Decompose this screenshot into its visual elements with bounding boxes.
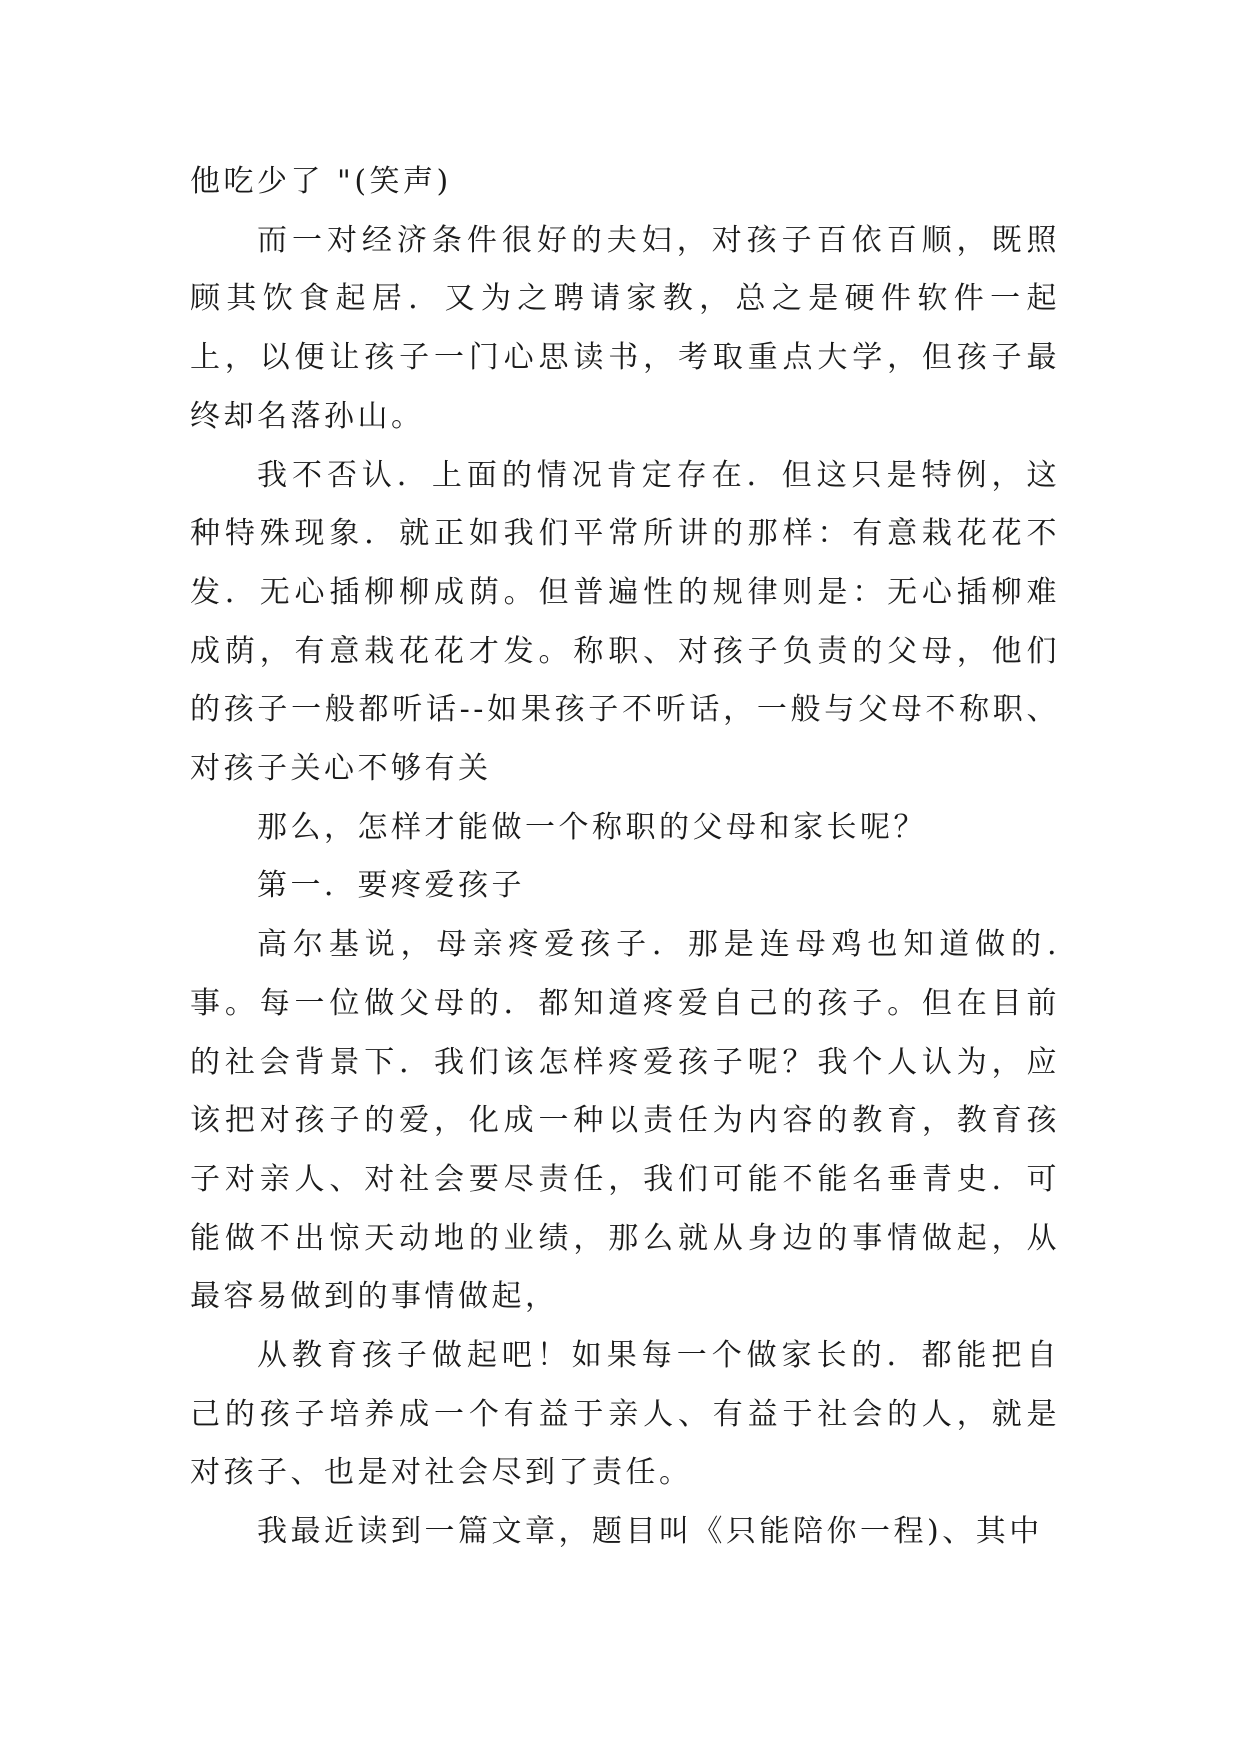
paragraph-3: 我不否认．上面的情况肯定存在．但这只是特例，这种特殊现象．就正如我们平常所讲的那样：有意栽花花不发．无心插柳柳成荫。但普遍性的规律则是：无心插柳难成荫，有意栽花花才发。称职、对孩子负责的父母，他们的孩子一般都听话--如果孩子不听话，一般与父母不称职、对孩子关心不够有关 [190, 457, 1060, 787]
paragraph-8: 我最近读到一篇文章，题目叫《只能陪你一程)、其中 [257, 1514, 1043, 1550]
paragraph-5: 第一．要疼爱孩子 [257, 868, 525, 904]
paragraph-7: 从教育孩子做起吧！如果每一个做家长的．都能把自己的孩子培养成一个有益于亲人、有益于社会的人，就是对孩子、也是对社会尽到了责任。 [190, 1338, 1060, 1491]
document-body [190, 153, 1060, 1562]
paragraph-6: 高尔基说，母亲疼爱孩子．那是连母鸡也知道做的.事。每一位做父母的．都知道疼爱自己的孩子。但在目前的社会背景下．我们该怎样疼爱孩子呢？我个人认为，应该把对孩子的爱，化成一种以责任为内容的教育，教育孩子对亲人、对社会要尽责任，我们可能不能名垂青史．可能做不出惊天动地的业绩，那么就从身边的事情做起，从最容易做到的事情做起， [190, 927, 1060, 1315]
paragraph-4: 那么，怎样才能做一个称职的父母和家长呢？ [257, 809, 927, 845]
paragraph-2: 而一对经济条件很好的夫妇，对孩子百依百顺，既照顾其饮食起居．又为之聘请家教，总之是硬件软件一起上，以便让孩子一门心思读书，考取重点大学，但孩子最终却名落孙山。 [190, 222, 1060, 434]
paragraph-1: 他吃少了 "(笑声) [190, 164, 452, 199]
